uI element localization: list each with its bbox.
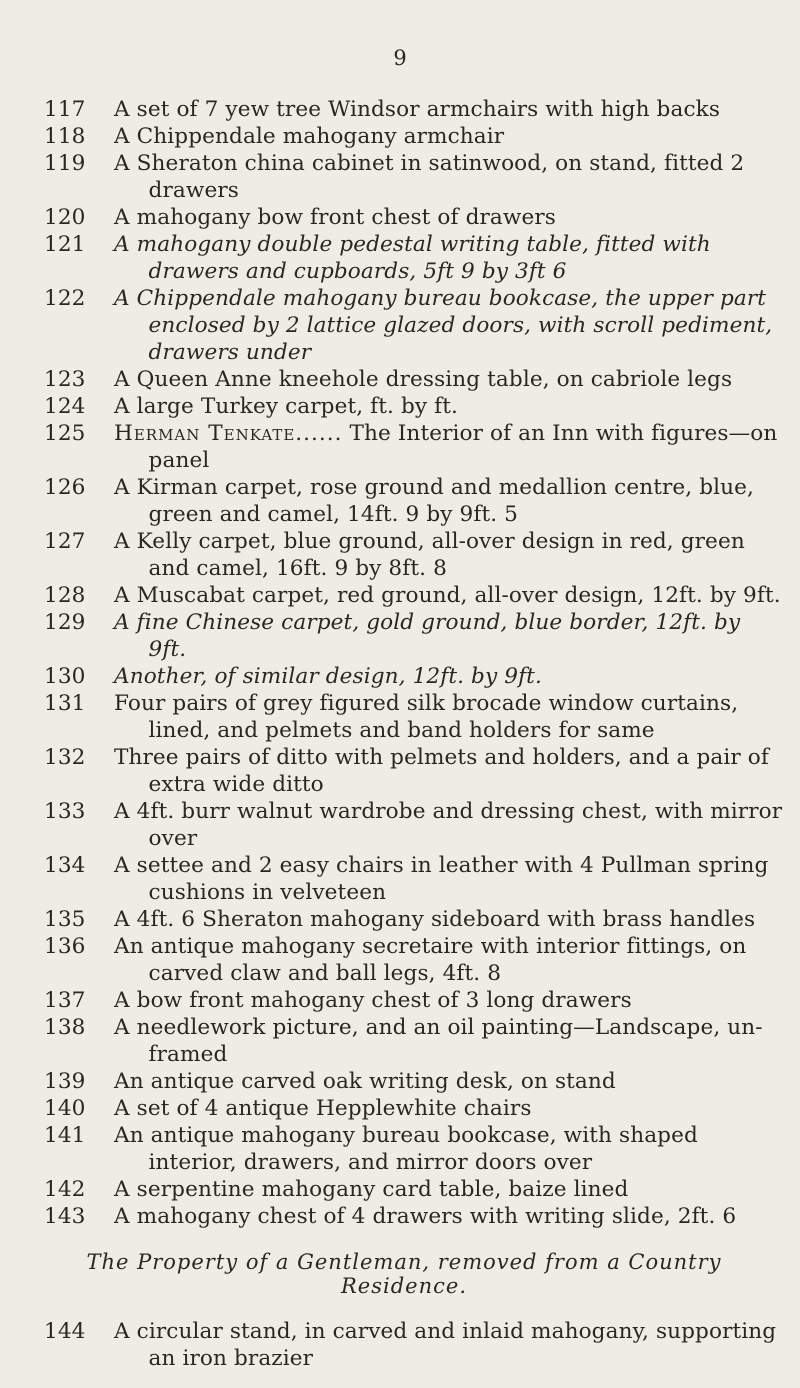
lot-item [44,1068,784,1095]
lot-item [44,528,784,582]
lot-description: A Queen Anne kneehole dressing table, on cabriole legs [114,367,733,392]
lot-description: A mahogany chest of 4 drawers with writing slide, 2ft. 6 [114,1204,737,1229]
lot-description: A Chippendale mahogany bureau bookcase, the upper part enclosed by 2 lattice glazed doors, with scroll pediment, drawers under [114,286,773,365]
lot-number: 138 [44,1015,86,1040]
lot-item [44,420,784,474]
lot-item [44,1203,784,1230]
lot-item [44,1014,784,1068]
lot-item [44,906,784,933]
lot-number: 120 [44,205,86,230]
lot-item [44,366,784,393]
lot-number: 123 [44,367,86,392]
lot-description: A bow front mahogany chest of 3 long drawers [114,988,632,1013]
lot-item [44,1318,784,1372]
lot-item [44,609,784,663]
lot-item [44,582,784,609]
lot-number: 119 [44,151,86,176]
lot-item [44,393,784,420]
lot-number: 143 [44,1204,86,1229]
lot-number: 122 [44,286,86,311]
lot-description: A set of 7 yew tree Windsor armchairs with high backs [114,97,721,122]
lot-item [44,663,784,690]
lot-item [44,231,784,285]
lot-number: 134 [44,853,86,878]
lot-number: 131 [44,691,86,716]
lot-item [44,474,784,528]
lot-number: 136 [44,934,86,959]
lot-description: A Sheraton china cabinet in satinwood, on stand, fitted 2 drawers [114,151,745,203]
lot-description: An antique mahogany secretaire with interior fittings, on carved claw and ball legs, 4ft. 8 [114,934,747,986]
page-number: 9 [393,46,407,70]
section-heading: The Property of a Gentleman, removed from a Country Residence. [86,1250,722,1298]
lot-item [44,1176,784,1203]
lot-description: A fine Chinese carpet, gold ground, blue border, 12ft. by 9ft. [114,610,741,662]
lot-description: A 4ft. burr walnut wardrobe and dressing chest, with mirror over [114,799,783,851]
lot-item [44,150,784,204]
lot-description: A Chippendale mahogany armchair [114,124,505,149]
lot-number: 140 [44,1096,86,1121]
lot-item [44,1095,784,1122]
lot-description: A serpentine mahogany card table, baize lined [114,1177,629,1202]
lot-number: 130 [44,664,86,689]
lot-number: 126 [44,475,86,500]
lot-item [44,204,784,231]
lot-number: 142 [44,1177,86,1202]
lot-number: 141 [44,1123,86,1148]
lot-description: A Kelly carpet, blue ground, all-over design in red, green and camel, 16ft. 9 by 8ft. 8 [114,529,745,581]
lot-description: An antique carved oak writing desk, on stand [114,1069,616,1094]
lot-number: 129 [44,610,86,635]
lot-item [44,852,784,906]
lot-number: 127 [44,529,86,554]
lot-number: 135 [44,907,86,932]
lot-list-after [44,1318,784,1372]
lot-number: 118 [44,124,86,149]
lot-item [44,798,784,852]
lot-description: A 4ft. 6 Sheraton mahogany sideboard with brass handles [114,907,756,932]
lot-item [44,123,784,150]
lot-description: Another, of similar design, 12ft. by 9ft. [114,664,542,689]
lot-description: A mahogany double pedestal writing table, fitted with drawers and cupboards, 5ft 9 by 3ft 6 [114,232,711,284]
lot-item [44,987,784,1014]
lot-number: 139 [44,1069,86,1094]
lot-title: The Interior of an Inn with figures—on panel [148,421,778,473]
lot-description: A mahogany bow front chest of drawers [114,205,556,230]
lot-description: A large Turkey carpet, ft. by ft. [114,394,459,419]
lot-item [44,690,784,744]
lot-description [114,420,784,474]
lot-number: 144 [44,1319,86,1344]
lot-description: A Muscabat carpet, red ground, all-over design, 12ft. by 9ft. [114,583,781,608]
lot-number: 128 [44,583,86,608]
lot-item [44,933,784,987]
lot-number: 133 [44,799,86,824]
lot-description: A Kirman carpet, rose ground and medallion centre, blue, green and camel, 14ft. 9 by 9ft. 5 [114,475,755,527]
lot-item [44,285,784,366]
lot-description: A needlework picture, and an oil painting—Landscape, un-framed [114,1015,763,1067]
lot-item [44,744,784,798]
lot-number: 124 [44,394,86,419]
lot-description: A settee and 2 easy chairs in leather with 4 Pullman spring cushions in velveteen [114,853,769,905]
lot-artist: Herman Tenkate...... [114,421,343,446]
lot-item [44,1122,784,1176]
lot-number: 117 [44,97,86,122]
lot-list [44,96,784,1372]
lot-description: Three pairs of ditto with pelmets and holders, and a pair of extra wide ditto [114,745,769,797]
lot-list-main [44,96,784,1230]
lot-description: A circular stand, in carved and inlaid mahogany, supporting an iron brazier [114,1319,777,1371]
lot-item [44,96,784,123]
lot-number: 137 [44,988,86,1013]
lot-description: An antique mahogany bureau bookcase, with shaped interior, drawers, and mirror doors over [114,1123,698,1175]
lot-number: 132 [44,745,86,770]
lot-number: 121 [44,232,86,257]
lot-description: A set of 4 antique Hepplewhite chairs [114,1096,532,1121]
lot-number: 125 [44,421,86,446]
lot-description: Four pairs of grey figured silk brocade window curtains, lined, and pelmets and band holders for same [114,691,739,743]
